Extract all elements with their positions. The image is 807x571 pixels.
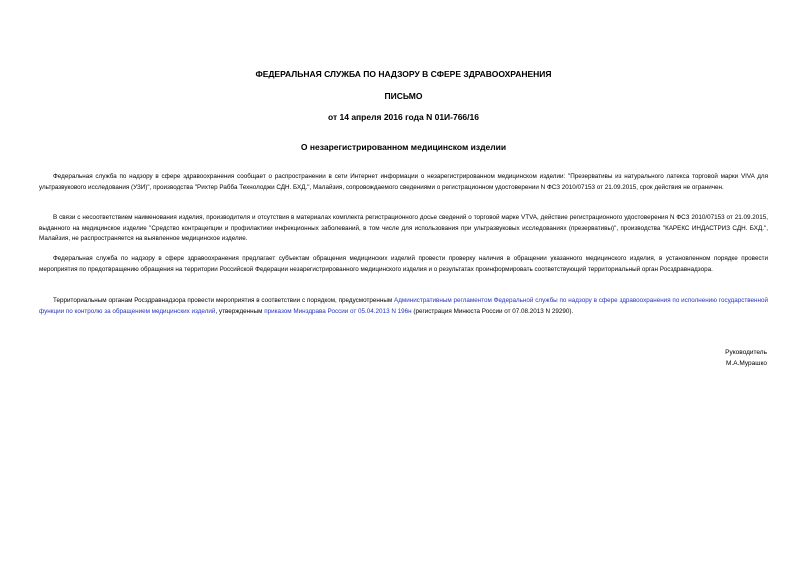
- paragraph-1: Федеральная служба по надзору в сфере здравоохранения сообщает о распространении в сети Интернет информации о незарегистрированном медицинском изделии: "Презервативы из натурального латекса торговой марки VIVA для ультразвукового исследования (УЗИ)", производства "Рихтер Рабба Технолоджи СДН. БХД.", Малайзия, сопровождаемого сведениями о регистрационном удостоверении N ФСЗ 2010/07153 от 21.09.2015, срок действия не ограничен.: [39, 173, 768, 191]
- paragraph-2: В связи с несоответствием наименования изделия, производителя и отсутствия в материалах комплекта регистрационного досье сведений о торговой марке VTVA, действие регистрационного удостоверения N ФСЗ 2010/07153 от 21.09.2015, выданного на медицинское изделие "Средство контрацепции и профилактики инфекционных заболеваний, в том числе для использования при ультразвуковых исследованиях (презервативы)", производства "КАРЕКС ИНДАСТРИЗ СДН. БХД.", Малайзия, не распространяется на выявленное медицинское изделие.: [39, 214, 768, 242]
- paragraph-4-text-end: (регистрация Минюста России от 07.08.2013 N 29290).: [411, 307, 574, 315]
- signature-block: [725, 348, 767, 369]
- agency-title: ФЕДЕРАЛЬНАЯ СЛУЖБА ПО НАДЗОРУ В СФЕРЕ ЗДРАВООХРАНЕНИЯ: [255, 69, 552, 79]
- administrative-regulation-link[interactable]: Административным регламентом Федеральной службы по надзору в сфере здравоохранения по исполнению государственной функции по контролю за обращением медицинских изделий: [39, 297, 769, 315]
- document-type: ПИСЬМО: [384, 91, 423, 101]
- signatory-title: Руководитель: [725, 349, 767, 356]
- document-subject: О незарегистрированном медицинском изделии: [300, 142, 507, 152]
- paragraph-4-text-start: Территориальным органам Росздравнадзора провести мероприятия в соответствии с порядком, предусмотренным: [53, 297, 395, 304]
- paragraph-4-text-mid: , утвержденным: [215, 307, 265, 315]
- document-date-number: от 14 апреля 2016 года N 01И-766/16: [328, 112, 479, 122]
- paragraph-3: Федеральная служба по надзору в сфере здравоохранения предлагает субъектам обращения медицинских изделий провести проверку наличия в обращении указанного медицинского изделия, в установленном порядке провести мероприятия по предотвращению обращения на территории Российской Федерации незарегистрированного медицинского изделия и о результатах проинформировать соответствующий территориальный орган Росздравнадзора.: [39, 255, 768, 273]
- paragraph-4: [39, 296, 768, 317]
- ministry-order-link[interactable]: приказом Минздрава России от 05.04.2013 N 196н: [264, 307, 412, 315]
- signatory-name: М.А.Мурашко: [725, 359, 767, 367]
